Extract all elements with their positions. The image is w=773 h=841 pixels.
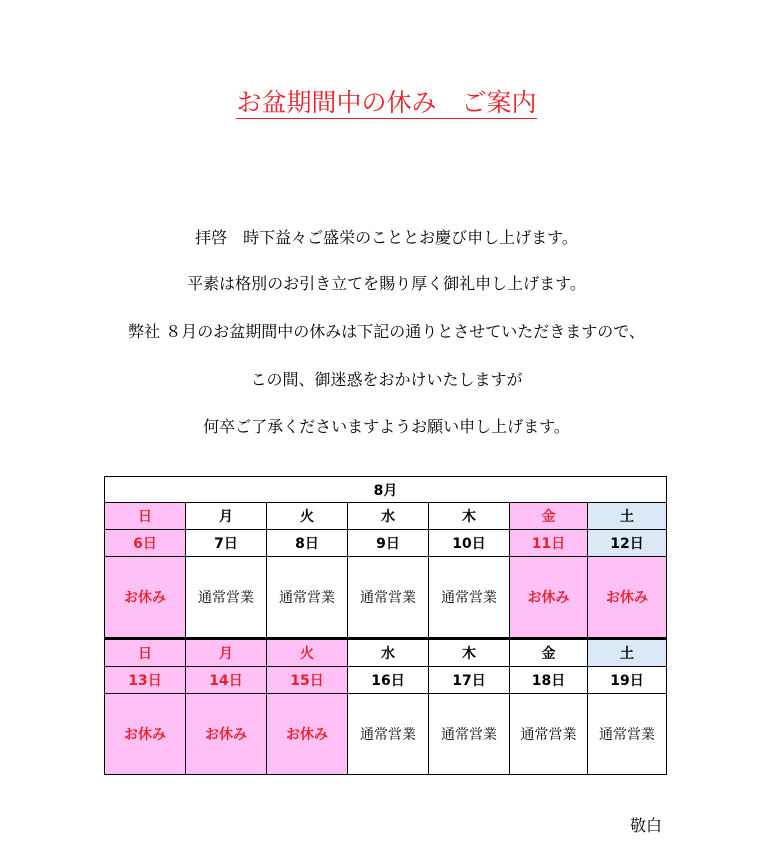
title-text: お盆期間中の休み ご案内 <box>236 88 537 117</box>
date-cell: 17日 <box>429 667 510 694</box>
dow-cell: 水 <box>348 639 429 667</box>
status-cell-closed: お休み <box>588 557 667 639</box>
status-cell-closed: お休み <box>105 694 186 775</box>
dow-cell: 土 <box>588 639 667 667</box>
date-cell: 9日 <box>348 530 429 557</box>
holiday-calendar <box>104 476 667 775</box>
status-cell-open: 通常営業 <box>267 557 348 639</box>
holiday-notice-line: 弊社 ８月のお盆期間中の休みは下記の通りとさせていただきますので、 <box>128 322 645 341</box>
dow-cell: 木 <box>429 639 510 667</box>
status-cell-open: 通常営業 <box>429 557 510 639</box>
status-cell-closed: お休み <box>267 694 348 775</box>
dow-cell: 火 <box>267 503 348 530</box>
dow-cell: 金 <box>510 503 588 530</box>
date-cell: 16日 <box>348 667 429 694</box>
dow-cell: 水 <box>348 503 429 530</box>
dow-cell: 木 <box>429 503 510 530</box>
greeting-line: 拝啓 時下益々ご盛栄のこととお慶び申し上げます。 <box>195 228 578 247</box>
dow-cell: 日 <box>105 503 186 530</box>
dow-cell: 火 <box>267 639 348 667</box>
closing-word: 敬白 <box>630 816 663 835</box>
dow-cell: 月 <box>186 503 267 530</box>
date-cell: 15日 <box>267 667 348 694</box>
date-cell: 13日 <box>105 667 186 694</box>
date-cell: 7日 <box>186 530 267 557</box>
status-cell-closed: お休み <box>186 694 267 775</box>
dow-cell: 金 <box>510 639 588 667</box>
status-cell-open: 通常営業 <box>588 694 667 775</box>
status-cell-open: 通常営業 <box>186 557 267 639</box>
date-cell: 10日 <box>429 530 510 557</box>
date-cell: 12日 <box>588 530 667 557</box>
date-cell: 18日 <box>510 667 588 694</box>
date-cell: 11日 <box>510 530 588 557</box>
date-cell: 8日 <box>267 530 348 557</box>
status-cell-open: 通常営業 <box>429 694 510 775</box>
dow-cell: 月 <box>186 639 267 667</box>
status-cell-closed: お休み <box>510 557 588 639</box>
request-line: 何卒ご了承くださいますようお願い申し上げます。 <box>203 417 570 436</box>
dow-cell: 土 <box>588 503 667 530</box>
status-cell-open: 通常営業 <box>348 694 429 775</box>
status-cell-open: 通常営業 <box>348 557 429 639</box>
notice-title <box>0 86 773 120</box>
dow-cell: 日 <box>105 639 186 667</box>
date-cell: 19日 <box>588 667 667 694</box>
status-cell-open: 通常営業 <box>510 694 588 775</box>
date-cell: 14日 <box>186 667 267 694</box>
date-cell: 6日 <box>105 530 186 557</box>
apology-line: この間、御迷惑をおかけいたしますが <box>250 370 523 389</box>
calendar-month-header: 8月 <box>105 477 667 503</box>
gratitude-line: 平素は格別のお引き立てを賜り厚く御礼申し上げます。 <box>187 274 586 293</box>
status-cell-closed: お休み <box>105 557 186 639</box>
